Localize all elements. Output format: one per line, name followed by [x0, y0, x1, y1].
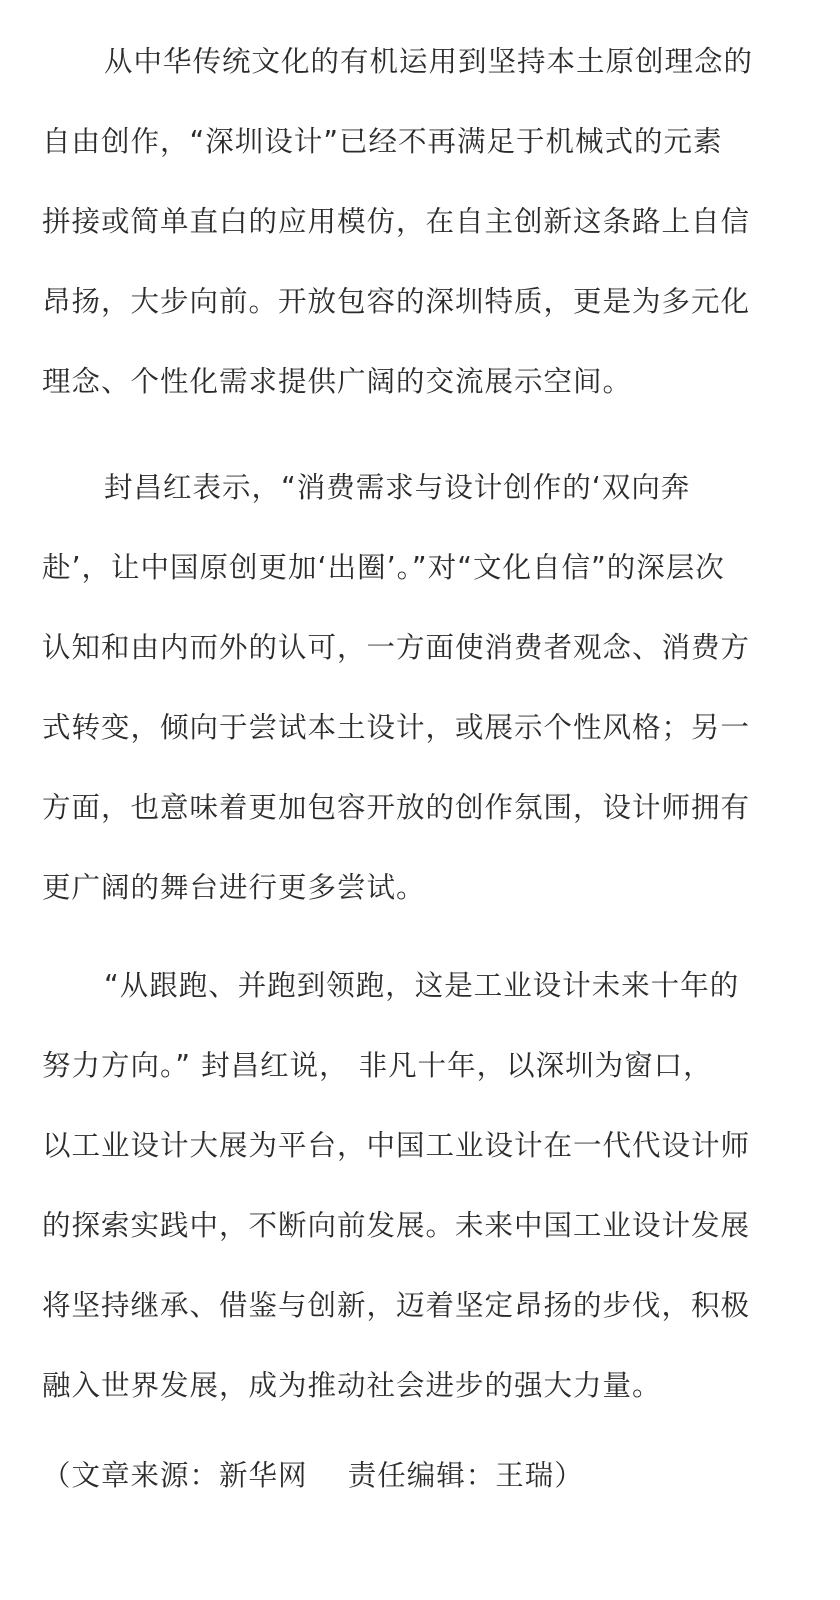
article-source: （文章来源：新华网 责任编辑：王瑞） — [42, 1459, 584, 1492]
paragraph-line: 方面，也意味着更加包容开放的创作氛围，设计师拥有 — [42, 791, 751, 824]
paragraph-line: 昂扬，大步向前。开放包容的深圳特质，更是为多元化 — [42, 285, 751, 318]
paragraph-line: 自由创作，“深圳设计”已经不再满足于机械式的元素 — [42, 125, 723, 158]
paragraph-3 — [42, 966, 802, 1446]
paragraph-line: 努力方向。” 封昌红说， 非凡十年，以深圳为窗口， — [42, 1049, 713, 1082]
paragraph-line: 封昌红表示，“消费需求与设计创作的‘双向奔 — [104, 471, 691, 504]
paragraph-1 — [42, 42, 802, 442]
paragraph-line: 的探索实践中，不断向前发展。未来中国工业设计发展 — [42, 1209, 751, 1242]
paragraph-line: 从中华传统文化的有机运用到坚持本土原创理念的 — [104, 45, 754, 78]
paragraph-line: 以工业设计大展为平台，中国工业设计在一代代设计师 — [42, 1129, 751, 1162]
paragraph-line: 更广阔的舞台进行更多尝试。 — [42, 871, 426, 904]
paragraph-line: 理念、个性化需求提供广阔的交流展示空间。 — [42, 365, 633, 398]
paragraph-line: “从跟跑、并跑到领跑，这是工业设计未来十年的 — [104, 969, 740, 1002]
paragraph-line: 赴’，让中国原创更加‘出圈’。”对“文化自信”的深层次 — [42, 551, 725, 584]
paragraph-line: 式转变，倾向于尝试本土设计，或展示个性风格；另一 — [42, 711, 751, 744]
paragraph-line: 认知和由内而外的认可，一方面使消费者观念、消费方 — [42, 631, 751, 664]
paragraph-2 — [42, 468, 802, 948]
paragraph-line: 融入世界发展，成为推动社会进步的强大力量。 — [42, 1369, 662, 1402]
paragraph-line: 将坚持继承、借鉴与创新，迈着坚定昂扬的步伐，积极 — [42, 1289, 751, 1322]
paragraph-line: 拼接或简单直白的应用模仿，在自主创新这条路上自信 — [42, 205, 751, 238]
